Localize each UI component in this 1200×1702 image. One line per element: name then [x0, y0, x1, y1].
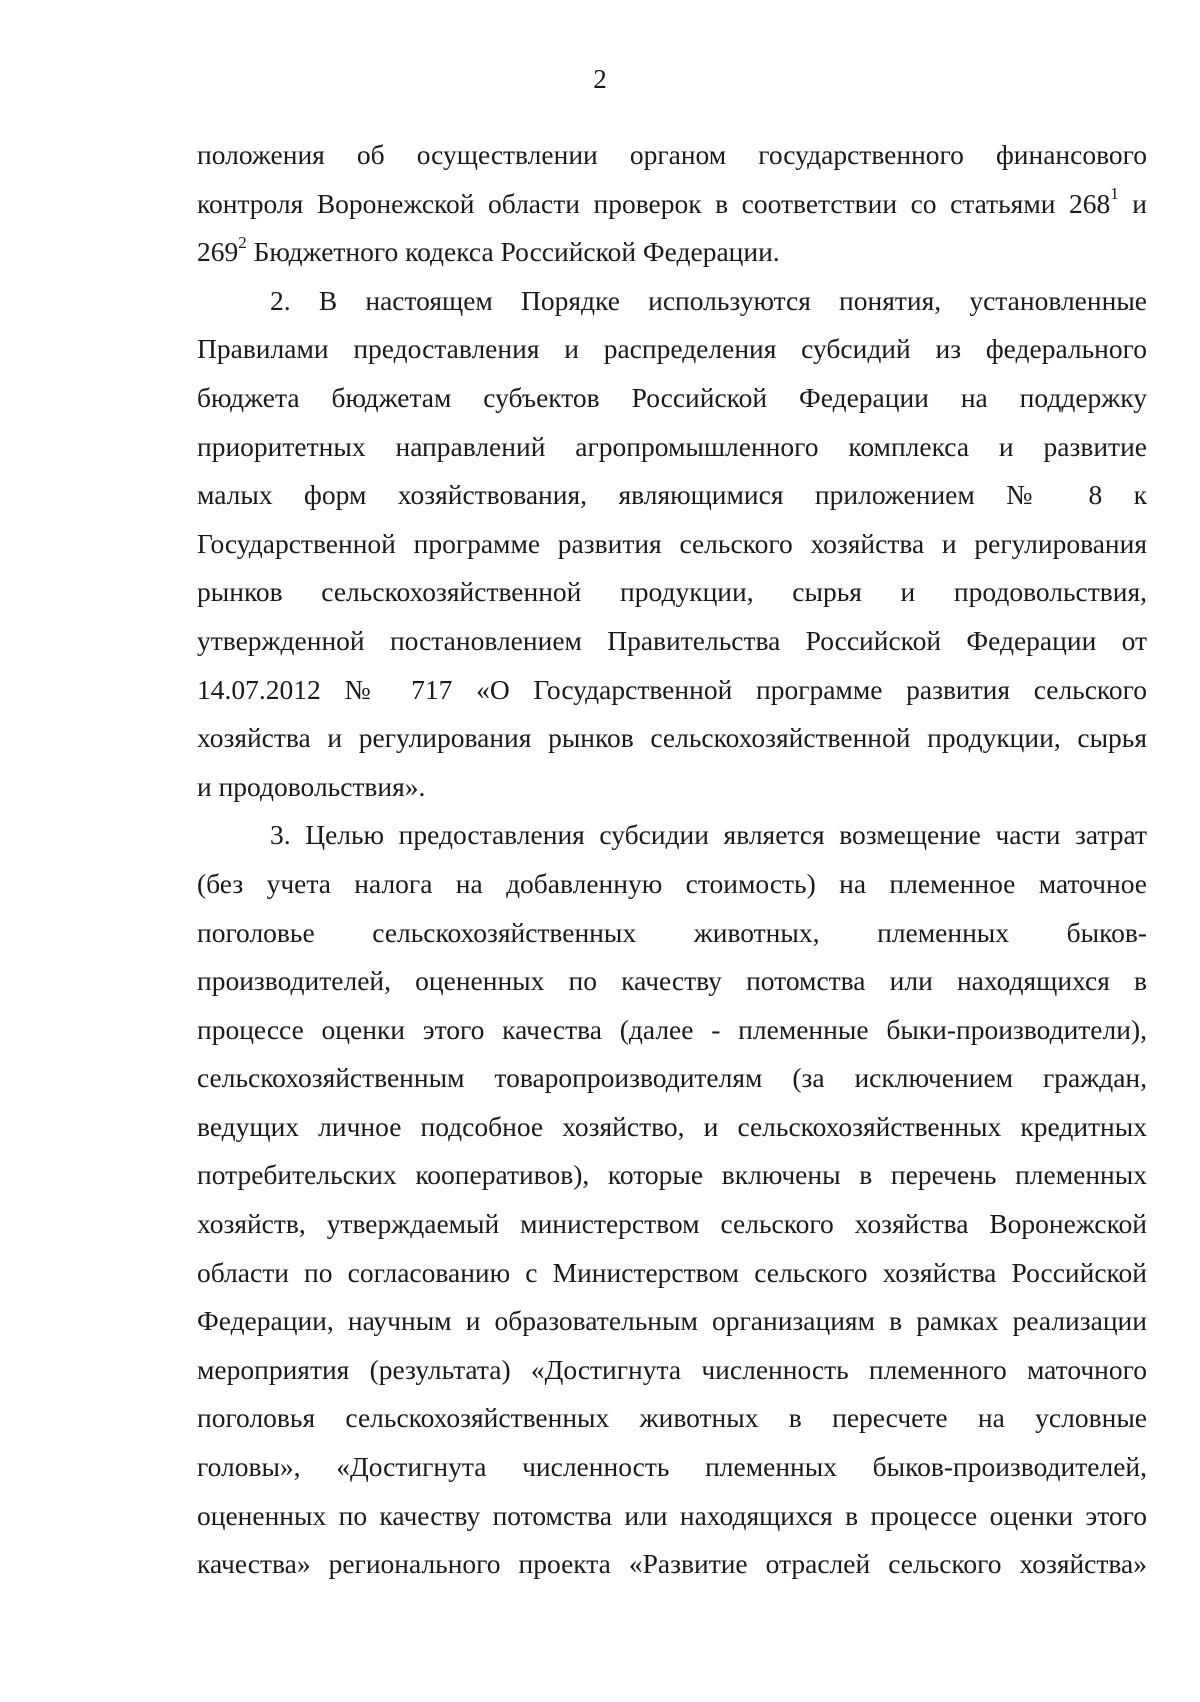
text-line: поголовья сельскохозяйственных животных в пересчете на условные [197, 1402, 1147, 1434]
text-fragment: Бюджетного кодекса Российской Федерации. [246, 236, 780, 268]
text-line: приоритетных направлений агропромышленного комплекса и развитие [197, 430, 1147, 462]
text-line: 3. Целью предоставления субсидии является возмещение части затрат [270, 819, 1147, 851]
text-line: Государственной программе развития сельского хозяйства и регулирования [197, 527, 1147, 559]
text-line: потребительских кооперативов), которые включены в перечень племенных [197, 1159, 1147, 1191]
text-line: 2. В настоящем Порядке используются понятия, установленные [270, 284, 1147, 316]
superscript: 2 [238, 233, 247, 253]
text-line: качества» регионального проекта «Развитие отраслей сельского хозяйства» [197, 1548, 1147, 1580]
text-line: хозяйства и регулирования рынков сельскохозяйственной продукции, сырья [197, 722, 1147, 754]
document-body [197, 131, 1147, 1589]
text-line [197, 180, 1147, 229]
text-line: рынков сельскохозяйственной продукции, сырья и продовольствия, [197, 576, 1147, 608]
text-line [197, 228, 1147, 277]
page-number: 2 [593, 64, 607, 94]
text-line: положения об осуществлении органом государственного финансового [197, 139, 1147, 170]
text-line: ведущих личное подсобное хозяйство, и сельскохозяйственных кредитных [197, 1110, 1147, 1142]
text-line: бюджета бюджетам субъектов Российской Федерации на поддержку [197, 381, 1147, 413]
text-line: и продовольствия». [197, 770, 426, 802]
text-line: оцененных по качеству потомства или находящихся в процессе оценки этого [197, 1499, 1147, 1531]
text-line: сельскохозяйственным товаропроизводителям (за исключением граждан, [197, 1062, 1147, 1094]
text-line: хозяйств, утверждаемый министерством сельского хозяйства Воронежской [197, 1208, 1147, 1240]
text-line: процессе оценки этого качества (далее - племенные быки-производители), [197, 1013, 1147, 1045]
superscript: 1 [1110, 184, 1119, 204]
text-fragment: 269 [197, 236, 239, 268]
text-line: утвержденной постановлением Правительства Российской Федерации от [197, 624, 1147, 656]
text-line: головы», «Достигнута численность племенных быков-производителей, [197, 1451, 1147, 1483]
text-line: 14.07.2012 № 717 «О Государственной программе развития сельского [197, 673, 1147, 705]
text-line: Правилами предоставления и распределения субсидий из федерального [197, 333, 1147, 365]
text-fragment: и [1118, 187, 1147, 219]
paragraph-3 [197, 811, 1147, 1589]
paragraph-continuation [197, 131, 1147, 277]
text-fragment: контроля Воронежской области проверок в соответствии со статьями 268 [197, 187, 1111, 219]
text-line: (без учета налога на добавленную стоимость) на племенное маточное [197, 867, 1147, 899]
text-line: мероприятия (результата) «Достигнута численность племенного маточного [197, 1353, 1147, 1385]
text-line: малых форм хозяйствования, являющимися приложением № 8 к [197, 479, 1147, 511]
paragraph-2 [197, 277, 1147, 812]
text-line: поголовье сельскохозяйственных животных, племенных быков- [197, 916, 1147, 948]
text-line: Федерации, научным и образовательным организациям в рамках реализации [197, 1305, 1147, 1337]
text-line: производителей, оцененных по качеству потомства или находящихся в [197, 965, 1147, 997]
text-line: области по согласованию с Министерством сельского хозяйства Российской [197, 1256, 1147, 1288]
